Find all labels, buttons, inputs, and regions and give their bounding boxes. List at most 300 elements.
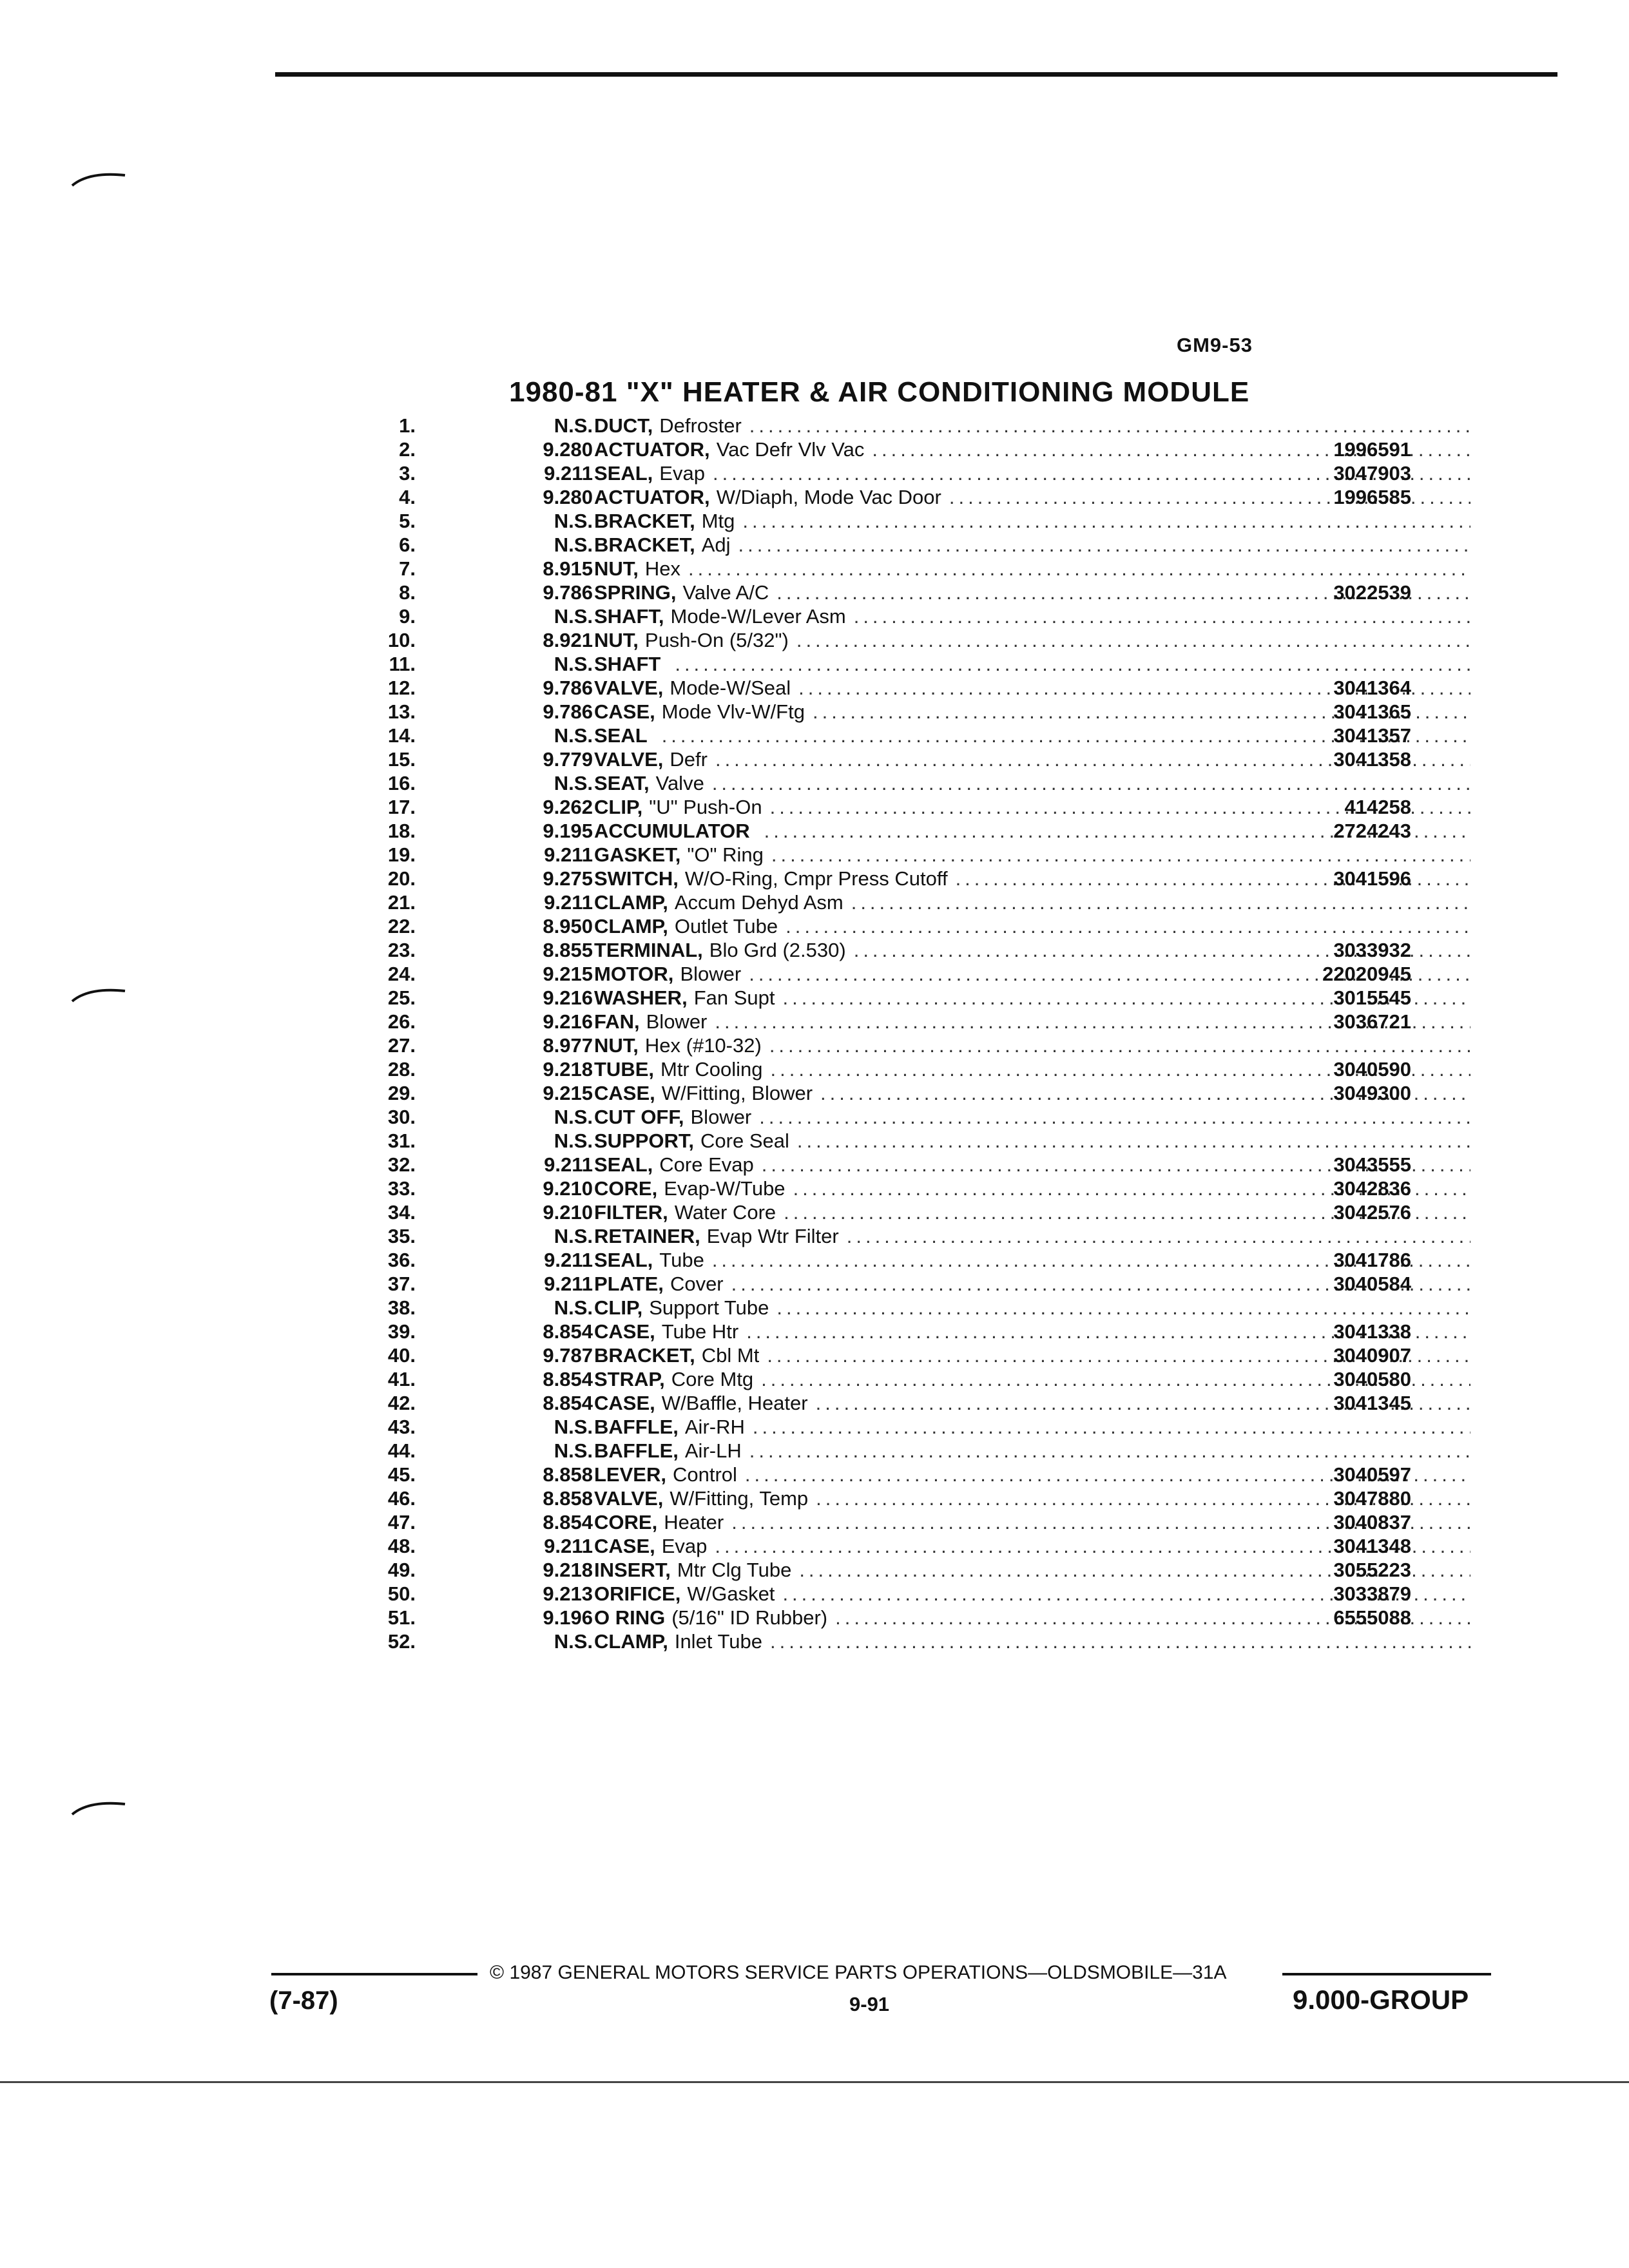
part-number: 414258 xyxy=(1344,796,1411,818)
parts-list-row xyxy=(361,676,1411,700)
item-number: 5. xyxy=(399,510,416,532)
part-number: 3043555 xyxy=(1333,1153,1411,1176)
item-number: 26. xyxy=(387,1010,416,1033)
part-detail: Evap Wtr Filter xyxy=(706,1225,839,1247)
part-description xyxy=(594,1105,1470,1129)
part-name: CASE, xyxy=(594,1082,655,1104)
parts-list-row xyxy=(361,938,1411,962)
parts-list-row xyxy=(361,795,1411,819)
part-name: MOTOR, xyxy=(594,963,674,985)
parts-list-row xyxy=(361,461,1411,485)
group-number: 9.280 xyxy=(543,438,593,461)
parts-list-row xyxy=(361,1606,1411,1629)
group-number: 9.262 xyxy=(543,796,593,818)
item-number: 14. xyxy=(387,724,416,747)
group-number: 9.211 xyxy=(544,1535,593,1557)
part-name: CLAMP, xyxy=(594,915,668,937)
part-description xyxy=(594,557,1470,581)
part-name: CASE, xyxy=(594,700,655,723)
item-number: 45. xyxy=(387,1463,416,1486)
part-description xyxy=(594,771,1470,795)
part-detail: Hex (#10-32) xyxy=(644,1034,762,1057)
group-number: 8.854 xyxy=(543,1320,593,1343)
part-name: CLAMP, xyxy=(594,891,668,914)
group-number: 9.218 xyxy=(543,1559,593,1581)
parts-list-row xyxy=(361,1558,1411,1582)
part-detail: Defroster xyxy=(659,414,742,437)
parts-list xyxy=(361,414,1411,1653)
parts-list-row xyxy=(361,771,1405,795)
group-number: N.S. xyxy=(554,1225,593,1247)
part-name: DUCT, xyxy=(594,414,653,437)
group-number: N.S. xyxy=(554,533,593,556)
part-description xyxy=(594,652,1470,676)
parts-list-row xyxy=(361,1439,1405,1463)
leader-dots xyxy=(854,604,1470,628)
leader-dots xyxy=(797,1129,1470,1153)
item-number: 49. xyxy=(387,1559,416,1581)
item-number: 12. xyxy=(387,677,416,699)
part-detail: (5/16" ID Rubber) xyxy=(671,1606,828,1629)
leader-dots xyxy=(796,628,1470,652)
leader-dots xyxy=(771,843,1470,867)
group-number: 9.195 xyxy=(543,820,593,842)
leader-dots xyxy=(712,771,1470,795)
part-name: SEAL, xyxy=(594,462,653,485)
item-number: 23. xyxy=(387,939,416,961)
leader-dots xyxy=(753,1415,1470,1439)
item-number: 27. xyxy=(387,1034,416,1057)
group-number: 9.211 xyxy=(544,1153,593,1176)
item-number: 3. xyxy=(399,462,416,485)
part-name: LEVER, xyxy=(594,1463,666,1486)
part-detail: Mode-W/Seal xyxy=(670,677,791,699)
leader-dots xyxy=(749,414,1470,437)
part-detail: Mtr Clg Tube xyxy=(677,1559,792,1581)
leader-dots xyxy=(759,1105,1470,1129)
part-description xyxy=(594,1439,1470,1463)
group-number: 9.211 xyxy=(544,891,593,914)
part-detail: Cover xyxy=(670,1273,724,1295)
item-number: 11. xyxy=(389,653,416,675)
item-number: 37. xyxy=(387,1273,416,1295)
part-name: O RING xyxy=(594,1606,666,1629)
part-name: SEAL xyxy=(594,724,648,747)
leader-dots xyxy=(688,557,1470,581)
parts-list-row xyxy=(361,724,1411,747)
item-number: 38. xyxy=(387,1296,416,1319)
part-name: WASHER, xyxy=(594,986,688,1009)
part-detail: W/O-Ring, Cmpr Press Cutoff xyxy=(684,867,948,890)
page-title: 1980-81 "X" HEATER & AIR CONDITIONING MODULE xyxy=(509,376,1250,408)
footer-rule-right xyxy=(1282,1973,1491,1975)
top-rule xyxy=(275,72,1557,77)
part-number: 3040837 xyxy=(1333,1511,1411,1533)
part-name: ACTUATOR, xyxy=(594,486,710,508)
group-number: 9.210 xyxy=(543,1201,593,1224)
group-number: 9.211 xyxy=(544,1249,593,1271)
leader-dots xyxy=(738,533,1470,557)
leader-dots xyxy=(749,1439,1470,1463)
part-name: SEAT, xyxy=(594,772,650,794)
part-name: CUT OFF, xyxy=(594,1106,684,1128)
group-number: N.S. xyxy=(554,1296,593,1319)
part-detail: Blower xyxy=(680,963,742,985)
item-number: 10. xyxy=(387,629,416,651)
part-number: 3042576 xyxy=(1333,1201,1411,1224)
group-number: 9.218 xyxy=(543,1058,593,1081)
part-name: CASE, xyxy=(594,1320,655,1343)
part-detail: W/Fitting, Blower xyxy=(661,1082,813,1104)
parts-list-row xyxy=(361,1200,1411,1224)
parts-list-row xyxy=(361,1153,1411,1177)
part-name: NUT, xyxy=(594,629,639,651)
part-name: ACCUMULATOR xyxy=(594,820,750,842)
parts-list-row xyxy=(361,557,1405,581)
part-detail: Evap xyxy=(659,462,705,485)
part-name: FILTER, xyxy=(594,1201,668,1224)
footer-copyright: © 1987 GENERAL MOTORS SERVICE PARTS OPERATIONS—OLDSMOBILE—31A xyxy=(490,1962,1227,1983)
part-number: 3033879 xyxy=(1333,1582,1411,1605)
item-number: 46. xyxy=(387,1487,416,1510)
part-number: 3041348 xyxy=(1333,1535,1411,1557)
part-name: SEAL, xyxy=(594,1249,653,1271)
part-detail: Hex xyxy=(644,557,681,580)
part-number: 3015545 xyxy=(1333,986,1411,1009)
part-number: 3041345 xyxy=(1333,1392,1411,1414)
item-number: 22. xyxy=(387,915,416,937)
item-number: 20. xyxy=(387,867,416,890)
footer-date-code: (7-87) xyxy=(269,1986,338,2015)
parts-list-row xyxy=(361,843,1405,867)
part-detail: Mtg xyxy=(701,510,735,532)
item-number: 18. xyxy=(387,820,416,842)
footer-group: 9.000-GROUP xyxy=(1293,1984,1469,2015)
group-number: 9.779 xyxy=(543,748,593,771)
part-name: CASE, xyxy=(594,1392,655,1414)
item-number: 31. xyxy=(387,1129,416,1152)
group-number: N.S. xyxy=(554,605,593,628)
part-number: 3055223 xyxy=(1333,1559,1411,1581)
part-detail: Mtr Cooling xyxy=(660,1058,763,1081)
part-detail: Fan Supt xyxy=(693,986,775,1009)
group-number: 8.854 xyxy=(543,1511,593,1533)
parts-list-row xyxy=(361,747,1411,771)
part-number: 3041357 xyxy=(1333,724,1411,747)
part-name: BRACKET, xyxy=(594,533,695,556)
part-name: NUT, xyxy=(594,557,639,580)
parts-list-row xyxy=(361,533,1405,557)
part-description xyxy=(594,1033,1470,1057)
parts-list-row xyxy=(361,1272,1411,1296)
item-number: 15. xyxy=(387,748,416,771)
item-number: 19. xyxy=(387,843,416,866)
item-number: 21. xyxy=(387,891,416,914)
item-number: 35. xyxy=(387,1225,416,1247)
part-number: 3042836 xyxy=(1333,1177,1411,1200)
group-number: 8.855 xyxy=(543,939,593,961)
part-name: SEAL, xyxy=(594,1153,653,1176)
leader-dots xyxy=(851,890,1470,914)
group-number: N.S. xyxy=(554,510,593,532)
group-number: 8.950 xyxy=(543,915,593,937)
part-number: 3041786 xyxy=(1333,1249,1411,1271)
leader-dots xyxy=(776,1296,1470,1320)
part-name: BAFFLE, xyxy=(594,1439,679,1462)
parts-list-row xyxy=(361,414,1405,437)
part-name: ACTUATOR, xyxy=(594,438,710,461)
group-number: 9.786 xyxy=(543,677,593,699)
item-number: 2. xyxy=(399,438,416,461)
item-number: 51. xyxy=(387,1606,416,1629)
part-name: VALVE, xyxy=(594,748,664,771)
binder-hole-mark-top xyxy=(70,169,128,188)
part-name: FAN, xyxy=(594,1010,640,1033)
leader-dots xyxy=(742,509,1470,533)
part-detail: Tube Htr xyxy=(661,1320,739,1343)
part-detail: Accum Dehyd Asm xyxy=(674,891,843,914)
item-number: 44. xyxy=(387,1439,416,1462)
item-number: 7. xyxy=(399,557,416,580)
parts-list-row xyxy=(361,1057,1411,1081)
part-detail: Inlet Tube xyxy=(674,1630,762,1653)
item-number: 47. xyxy=(387,1511,416,1533)
item-number: 50. xyxy=(387,1582,416,1605)
part-detail: Mode Vlv-W/Ftg xyxy=(661,700,805,723)
parts-list-row xyxy=(361,1248,1411,1272)
part-number: 22020945 xyxy=(1322,963,1411,985)
group-number: 9.211 xyxy=(544,462,593,485)
binder-hole-mark-middle xyxy=(70,985,128,1004)
footer-page-number: 9-91 xyxy=(849,1993,890,2015)
part-description xyxy=(594,1129,1470,1153)
part-number: 3047880 xyxy=(1333,1487,1411,1510)
part-description xyxy=(594,1629,1470,1653)
part-number: 3040597 xyxy=(1333,1463,1411,1486)
item-number: 28. xyxy=(387,1058,416,1081)
item-number: 9. xyxy=(399,605,416,628)
part-number: 3041358 xyxy=(1333,748,1411,771)
group-number: 9.215 xyxy=(543,1082,593,1104)
part-description xyxy=(594,843,1470,867)
group-number: N.S. xyxy=(554,653,593,675)
part-number: 3047903 xyxy=(1333,462,1411,485)
part-number: 3041596 xyxy=(1333,867,1411,890)
item-number: 16. xyxy=(387,772,416,794)
document-code: GM9-53 xyxy=(1177,334,1253,356)
part-name: ORIFICE, xyxy=(594,1582,681,1605)
part-description xyxy=(594,1296,1470,1320)
part-name: SWITCH, xyxy=(594,867,679,890)
group-number: N.S. xyxy=(554,1129,593,1152)
part-name: CORE, xyxy=(594,1511,658,1533)
parts-list-row xyxy=(361,914,1405,938)
parts-list-row xyxy=(361,1343,1411,1367)
part-detail: Tube xyxy=(659,1249,704,1271)
group-number: N.S. xyxy=(554,1106,593,1128)
part-detail: Core Seal xyxy=(700,1129,789,1152)
parts-list-row xyxy=(361,652,1405,676)
part-description xyxy=(594,414,1470,437)
parts-list-row xyxy=(361,437,1411,461)
part-description xyxy=(594,509,1470,533)
parts-list-row xyxy=(361,1629,1405,1653)
group-number: 8.921 xyxy=(543,629,593,651)
parts-list-row xyxy=(361,1033,1405,1057)
part-number: 1996591 xyxy=(1333,438,1411,461)
group-number: 9.786 xyxy=(543,581,593,604)
part-number: 3041364 xyxy=(1333,677,1411,699)
parts-list-row xyxy=(361,890,1405,914)
part-name: CORE, xyxy=(594,1177,658,1200)
group-number: 9.786 xyxy=(543,700,593,723)
part-detail: W/Gasket xyxy=(687,1582,775,1605)
part-name: TERMINAL, xyxy=(594,939,703,961)
part-name: CLIP, xyxy=(594,796,643,818)
part-detail: "O" Ring xyxy=(687,843,764,866)
parts-list-row xyxy=(361,1463,1411,1486)
part-number: 3040580 xyxy=(1333,1368,1411,1390)
parts-list-row xyxy=(361,1391,1411,1415)
group-number: 9.211 xyxy=(544,843,593,866)
group-number: 9.215 xyxy=(543,963,593,985)
part-description xyxy=(594,628,1470,652)
group-number: N.S. xyxy=(554,1630,593,1653)
part-detail: Water Core xyxy=(674,1201,776,1224)
parts-list-row xyxy=(361,1582,1411,1606)
part-number: 3041365 xyxy=(1333,700,1411,723)
parts-list-row xyxy=(361,1510,1411,1534)
parts-list-row xyxy=(361,1534,1411,1558)
group-number: N.S. xyxy=(554,724,593,747)
part-detail: Evap xyxy=(661,1535,708,1557)
item-number: 17. xyxy=(387,796,416,818)
group-number: 9.275 xyxy=(543,867,593,890)
group-number: 8.915 xyxy=(543,557,593,580)
item-number: 34. xyxy=(387,1201,416,1224)
parts-list-row xyxy=(361,1320,1411,1343)
item-number: 4. xyxy=(399,486,416,508)
part-detail: Support Tube xyxy=(649,1296,769,1319)
item-number: 8. xyxy=(399,581,416,604)
group-number: 8.858 xyxy=(543,1463,593,1486)
part-number: 3040584 xyxy=(1333,1273,1411,1295)
part-detail: Valve xyxy=(655,772,704,794)
item-number: 1. xyxy=(399,414,416,437)
part-name: SUPPORT, xyxy=(594,1129,695,1152)
item-number: 29. xyxy=(387,1082,416,1104)
part-detail: Vac Defr Vlv Vac xyxy=(716,438,865,461)
part-name: GASKET, xyxy=(594,843,681,866)
parts-list-row xyxy=(361,1486,1411,1510)
item-number: 43. xyxy=(387,1416,416,1438)
item-number: 6. xyxy=(399,533,416,556)
group-number: 9.196 xyxy=(543,1606,593,1629)
part-detail: W/Diaph, Mode Vac Door xyxy=(716,486,941,508)
part-detail: Blower xyxy=(646,1010,708,1033)
leader-dots xyxy=(770,1629,1470,1653)
parts-list-row xyxy=(361,1224,1405,1248)
parts-list-row xyxy=(361,1105,1405,1129)
part-name: BRACKET, xyxy=(594,1344,695,1367)
part-name: STRAP, xyxy=(594,1368,665,1390)
group-number: 9.210 xyxy=(543,1177,593,1200)
part-detail: Blower xyxy=(690,1106,752,1128)
part-description xyxy=(594,1415,1470,1439)
item-number: 25. xyxy=(387,986,416,1009)
group-number: 8.977 xyxy=(543,1034,593,1057)
group-number: N.S. xyxy=(554,414,593,437)
parts-list-row xyxy=(361,1081,1411,1105)
group-number: 8.854 xyxy=(543,1368,593,1390)
item-number: 36. xyxy=(387,1249,416,1271)
part-name: CASE, xyxy=(594,1535,655,1557)
parts-list-row xyxy=(361,628,1405,652)
group-number: 9.787 xyxy=(543,1344,593,1367)
item-number: 13. xyxy=(387,700,416,723)
part-detail: Core Mtg xyxy=(671,1368,754,1390)
parts-list-row xyxy=(361,1177,1411,1200)
part-name: NUT, xyxy=(594,1034,639,1057)
part-detail: Adj xyxy=(701,533,731,556)
item-number: 41. xyxy=(387,1368,416,1390)
group-number: 8.858 xyxy=(543,1487,593,1510)
group-number: 9.211 xyxy=(544,1273,593,1295)
part-number: 3022539 xyxy=(1333,581,1411,604)
leader-dots xyxy=(847,1224,1470,1248)
parts-list-row xyxy=(361,1296,1405,1320)
part-name: RETAINER, xyxy=(594,1225,700,1247)
part-name: VALVE, xyxy=(594,677,664,699)
item-number: 52. xyxy=(387,1630,416,1653)
group-number: 9.213 xyxy=(543,1582,593,1605)
parts-list-row xyxy=(361,604,1405,628)
group-number: 9.216 xyxy=(543,986,593,1009)
part-description xyxy=(594,1224,1470,1248)
part-number: 2724243 xyxy=(1333,820,1411,842)
part-description xyxy=(594,604,1470,628)
group-number: N.S. xyxy=(554,772,593,794)
parts-list-row xyxy=(361,867,1411,890)
parts-list-row xyxy=(361,581,1411,604)
part-description xyxy=(594,914,1470,938)
part-number: 3033932 xyxy=(1333,939,1411,961)
item-number: 39. xyxy=(387,1320,416,1343)
parts-list-row xyxy=(361,986,1411,1010)
part-detail: W/Baffle, Heater xyxy=(661,1392,808,1414)
part-detail: Evap-W/Tube xyxy=(664,1177,786,1200)
item-number: 24. xyxy=(387,963,416,985)
part-detail: Blo Grd (2.530) xyxy=(709,939,846,961)
group-number: 9.216 xyxy=(543,1010,593,1033)
part-name: CLAMP, xyxy=(594,1630,668,1653)
part-detail: Valve A/C xyxy=(682,581,769,604)
group-number: 8.854 xyxy=(543,1392,593,1414)
part-detail: W/Fitting, Temp xyxy=(670,1487,809,1510)
group-number: N.S. xyxy=(554,1439,593,1462)
parts-list-row xyxy=(361,1010,1411,1033)
leader-dots xyxy=(675,652,1470,676)
parts-list-row xyxy=(361,1415,1405,1439)
part-number: 3040590 xyxy=(1333,1058,1411,1081)
binder-hole-mark-bottom xyxy=(70,1798,128,1817)
part-name: CLIP, xyxy=(594,1296,643,1319)
part-detail: Control xyxy=(672,1463,737,1486)
item-number: 32. xyxy=(387,1153,416,1176)
part-detail: Heater xyxy=(664,1511,724,1533)
part-number: 6555088 xyxy=(1333,1606,1411,1629)
leader-dots xyxy=(769,1033,1470,1057)
